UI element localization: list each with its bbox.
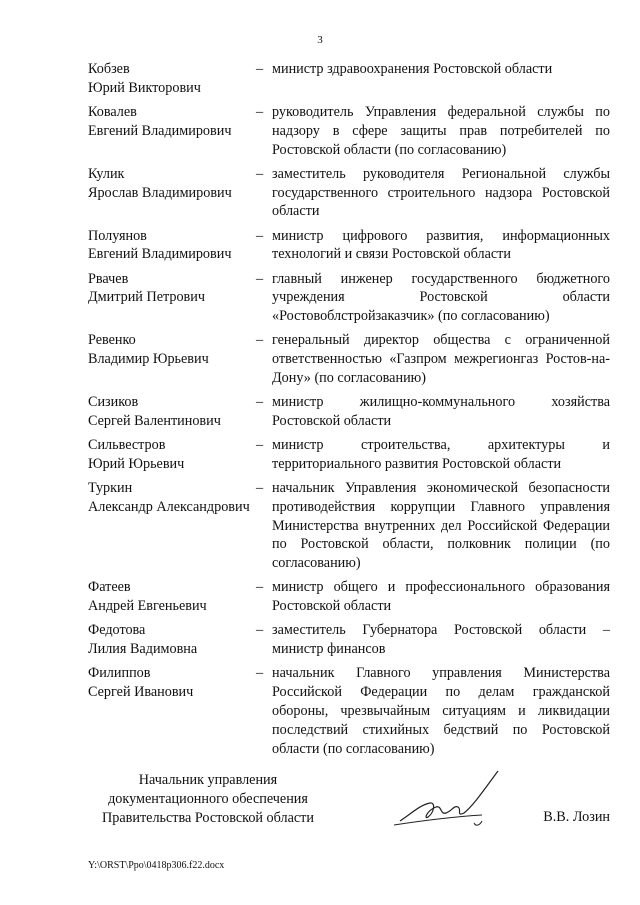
member-row <box>88 621 610 659</box>
member-surname: Филиппов <box>88 665 151 682</box>
member-surname: Фатеев <box>88 579 131 596</box>
member-given-names: Александр Александрович <box>88 498 250 515</box>
member-role: министр общего и профессионального образования Ростовской области <box>272 579 610 615</box>
separator-dash: – <box>256 103 264 120</box>
member-role: руководитель Управления федеральной службы по надзору в сфере защиты прав потребителей по Ростовской области (по согласованию) <box>272 103 610 158</box>
member-name <box>88 270 256 326</box>
signatory-title <box>88 771 328 827</box>
separator-dash: – <box>256 270 264 287</box>
member-surname: Ковалев <box>88 103 137 120</box>
member-name <box>88 664 256 758</box>
separator-dash: – <box>256 332 264 349</box>
member-given-names: Владимир Юрьевич <box>88 351 209 368</box>
member-row <box>88 165 610 221</box>
member-given-names: Сергей Иванович <box>88 684 194 701</box>
signatory-title-line3: Правительства Ростовской области <box>102 809 314 826</box>
member-row <box>88 393 610 431</box>
member-name <box>88 227 256 265</box>
member-name <box>88 436 256 474</box>
member-row <box>88 103 610 159</box>
signatory-title-line2: документационного обеспечения <box>108 790 308 807</box>
signatory-name: В.В. Лозин <box>543 809 610 825</box>
member-role: генеральный директор общества с ограниченной ответственностью «Газпром межрегионгаз Ростов-на-Дону» (по согласованию) <box>272 332 610 386</box>
member-surname: Сильвестров <box>88 437 166 454</box>
member-role: начальник Управления экономической безопасности противодействия коррупции Главного управления Министерства внутренних дел Российской Федерации по Ростовской области, полковник полиции (по согласованию) <box>272 480 610 572</box>
member-surname: Сизиков <box>88 394 139 411</box>
member-row <box>88 227 610 265</box>
member-row <box>88 578 610 616</box>
member-given-names: Лилия Вадимовна <box>88 641 198 658</box>
separator-dash: – <box>256 437 264 454</box>
member-name <box>88 479 256 573</box>
member-given-names: Евгений Владимирович <box>88 122 232 139</box>
member-row <box>88 270 610 326</box>
member-role: заместитель руководителя Региональной службы государственного строительного надзора Ростовской области <box>272 165 610 220</box>
member-name <box>88 578 256 616</box>
member-surname: Кобзев <box>88 61 130 77</box>
separator-dash: – <box>256 480 264 497</box>
member-role: начальник Главного управления Министерства Российской Федерации по делам гражданской обороны, чрезвычайным ситуациям и ликвидации последствий стихийных бедствий по Ростовской области (по согласованию) <box>272 665 610 757</box>
member-name <box>88 103 256 159</box>
signatory-title-line1: Начальник управления <box>138 772 278 788</box>
handwritten-signature <box>390 765 510 837</box>
member-role: министр строительства, архитектуры и территориального развития Ростовской области <box>272 437 610 472</box>
member-given-names: Андрей Евгеньевич <box>88 598 207 615</box>
member-given-names: Ярослав Владимирович <box>88 184 232 201</box>
member-role: министр жилищно-коммунального хозяйства Ростовской области <box>272 394 610 429</box>
file-path-footer: Y:\ORST\Ppo\0418p306.f22.docx <box>88 860 225 871</box>
member-row <box>88 664 610 758</box>
separator-dash: – <box>256 61 264 77</box>
member-given-names: Юрий Викторович <box>88 79 201 96</box>
member-role: главный инженер государственного бюджетного учреждения Ростовской области «Ростовоблстройзаказчик» (по согласованию) <box>272 270 610 325</box>
member-name <box>88 331 256 387</box>
member-surname: Рвачев <box>88 270 129 287</box>
member-given-names: Сергей Валентинович <box>88 412 221 429</box>
separator-dash: – <box>256 394 264 411</box>
member-given-names: Евгений Владимирович <box>88 246 232 263</box>
member-name <box>88 165 256 221</box>
member-surname: Ревенко <box>88 332 136 349</box>
member-given-names: Дмитрий Петрович <box>88 289 205 306</box>
page-number: 3 <box>317 34 323 46</box>
member-row <box>88 331 610 387</box>
separator-dash: – <box>256 165 264 182</box>
members-list <box>88 60 610 764</box>
member-role: министр здравоохранения Ростовской области <box>272 61 553 77</box>
member-surname: Кулик <box>88 165 125 182</box>
member-surname: Туркин <box>88 480 133 497</box>
member-row <box>88 479 610 573</box>
separator-dash: – <box>256 227 264 244</box>
signature-block <box>88 771 610 827</box>
separator-dash: – <box>256 579 264 596</box>
member-role: заместитель Губернатора Ростовской области – министр финансов <box>272 622 610 658</box>
member-name <box>88 393 256 431</box>
member-name <box>88 621 256 659</box>
member-name <box>88 60 256 98</box>
member-surname: Полуянов <box>88 227 147 244</box>
member-surname: Федотова <box>88 622 146 639</box>
member-role: министр цифрового развития, информационных технологий и связи Ростовской области <box>272 227 610 263</box>
member-given-names: Юрий Юрьевич <box>88 455 185 472</box>
separator-dash: – <box>256 665 264 682</box>
member-row <box>88 60 610 98</box>
separator-dash: – <box>256 622 264 639</box>
member-row <box>88 436 610 474</box>
